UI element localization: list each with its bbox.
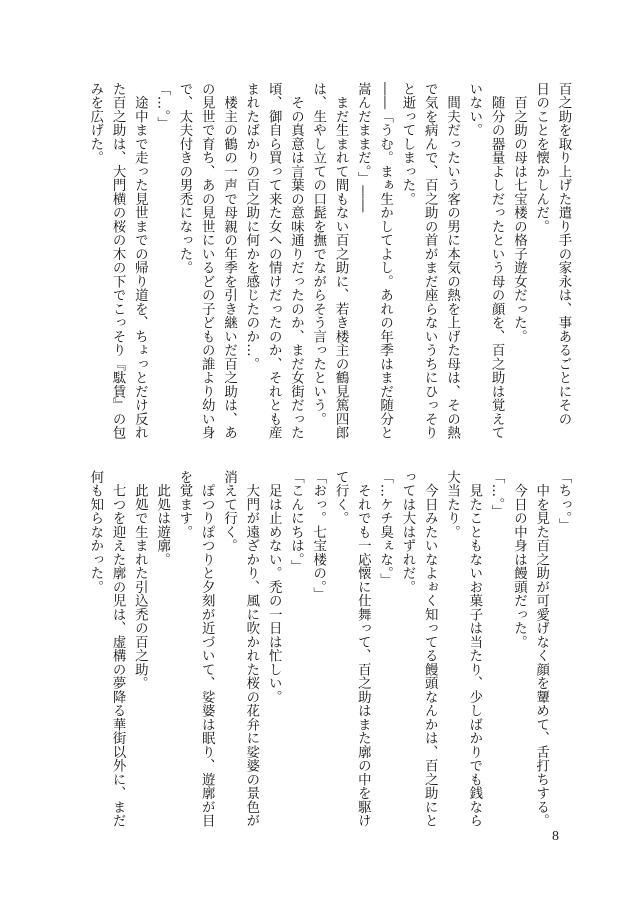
text-line: 「…ケチ臭ぇな。」 xyxy=(377,470,393,588)
text-line: ぽつりぽつりと夕刻が近づいて、娑婆は眠り、遊廓が目 xyxy=(199,470,215,828)
text-line: で、太夫付きの男禿になった。 xyxy=(176,82,192,275)
lower-text-block xyxy=(87,470,574,842)
text-line: 此処で生まれた引込禿の百之助。 xyxy=(132,470,148,690)
text-line: 七つを迎えた廓の児は、虚構の夢降る華街以外に、まだ xyxy=(110,470,126,828)
text-line: それでも一応懐に仕舞って、百之助はまた廓の中を駆け xyxy=(355,470,371,828)
text-line: た百之助は、大門横の桜の木の下でこっそり『駄賃』の包 xyxy=(110,82,126,440)
page-number: 8 xyxy=(552,829,559,844)
text-line: まれたばかりの百之助に何かを感じたのか…。 xyxy=(243,82,259,371)
text-line: 間夫だったいう客の男に本気の熱を上げた母は、その熱 xyxy=(444,82,460,440)
text-line: 楼主の鶴の一声で母親の年季を引き継いだ百之助は、あ xyxy=(221,82,237,440)
text-line: 「ちっ。」 xyxy=(556,470,571,533)
upper-text-block xyxy=(87,82,574,462)
text-line: て行く。 xyxy=(333,470,349,525)
text-line: は、生やし立ての口髭を撫でながらそう言ったという。 xyxy=(310,82,326,426)
text-line: 今日の中身は饅頭だった。 xyxy=(511,470,527,649)
text-line: 随分の器量よしだったという母の顔を、百之助は覚えて xyxy=(489,82,505,440)
text-line: いない。 xyxy=(466,82,482,137)
text-line: 「こんにちは。」 xyxy=(288,470,304,574)
text-line: で気を病んで、百之助の首がまだ座らないうちにひっそり xyxy=(422,82,438,440)
text-line: と逝ってしまった。 xyxy=(399,82,415,206)
text-line: 日のことを懐かしんだ。 xyxy=(533,82,549,234)
text-line: 嵩んだままだ。」―― xyxy=(355,82,371,213)
text-line: 「…。」 xyxy=(154,82,170,131)
text-line: 途中まで走った見世までの帰り道を、ちょっとだけ反れ xyxy=(132,82,148,440)
text-line: 消えて行く。 xyxy=(221,470,237,553)
text-line: ――「うむ。まぁ生かしてよし。あれの年季はまだ随分と xyxy=(377,82,393,440)
text-line: 百之助の母は七宝楼の格子遊女だった。 xyxy=(511,82,527,344)
text-line: 百之助を取り上げた遣り手の家永は、事あるごとにその xyxy=(556,82,571,426)
text-line: 中を見た百之助が可愛げなく顔を顰めて、舌打ちする。 xyxy=(533,470,549,828)
text-line: 今日みたいなよぉく知ってる饅頭なんかは、百之助にと xyxy=(422,470,438,828)
text-line: 「おっ。七宝楼の。」 xyxy=(310,470,326,601)
text-line: を覚ます。 xyxy=(176,470,192,539)
text-line: 見たこともないお菓子は当たり、少しばかりでも銭なら xyxy=(466,470,482,828)
text-line: 頃、御自ら買って来た女への情けだったのか、それとも産 xyxy=(266,82,282,440)
text-line: 何も知らなかった。 xyxy=(87,470,103,594)
text-line: 足は止めない。禿の一日は忙しい。 xyxy=(266,470,282,704)
text-line: みを広げた。 xyxy=(87,82,103,165)
text-line: 大当たり。 xyxy=(444,470,460,539)
text-line: 「…。」 xyxy=(489,470,505,519)
text-line: の見世で育ち、あの見世にいるどの子どもの誰より幼い身 xyxy=(199,82,215,440)
text-line: 此処は遊廓。 xyxy=(154,470,170,567)
text-line: っては大はずれだ。 xyxy=(399,470,415,594)
text-line: まだ生まれて間もない百之助に、若き楼主の鶴見篤四郎 xyxy=(333,82,349,440)
text-line: 大門が遠ざかり、風に吹かれた桜の花弁に娑婆の景色が xyxy=(243,470,259,828)
text-line: その真意は言葉の意味通りだったのか、まだ女街だった xyxy=(288,82,304,440)
